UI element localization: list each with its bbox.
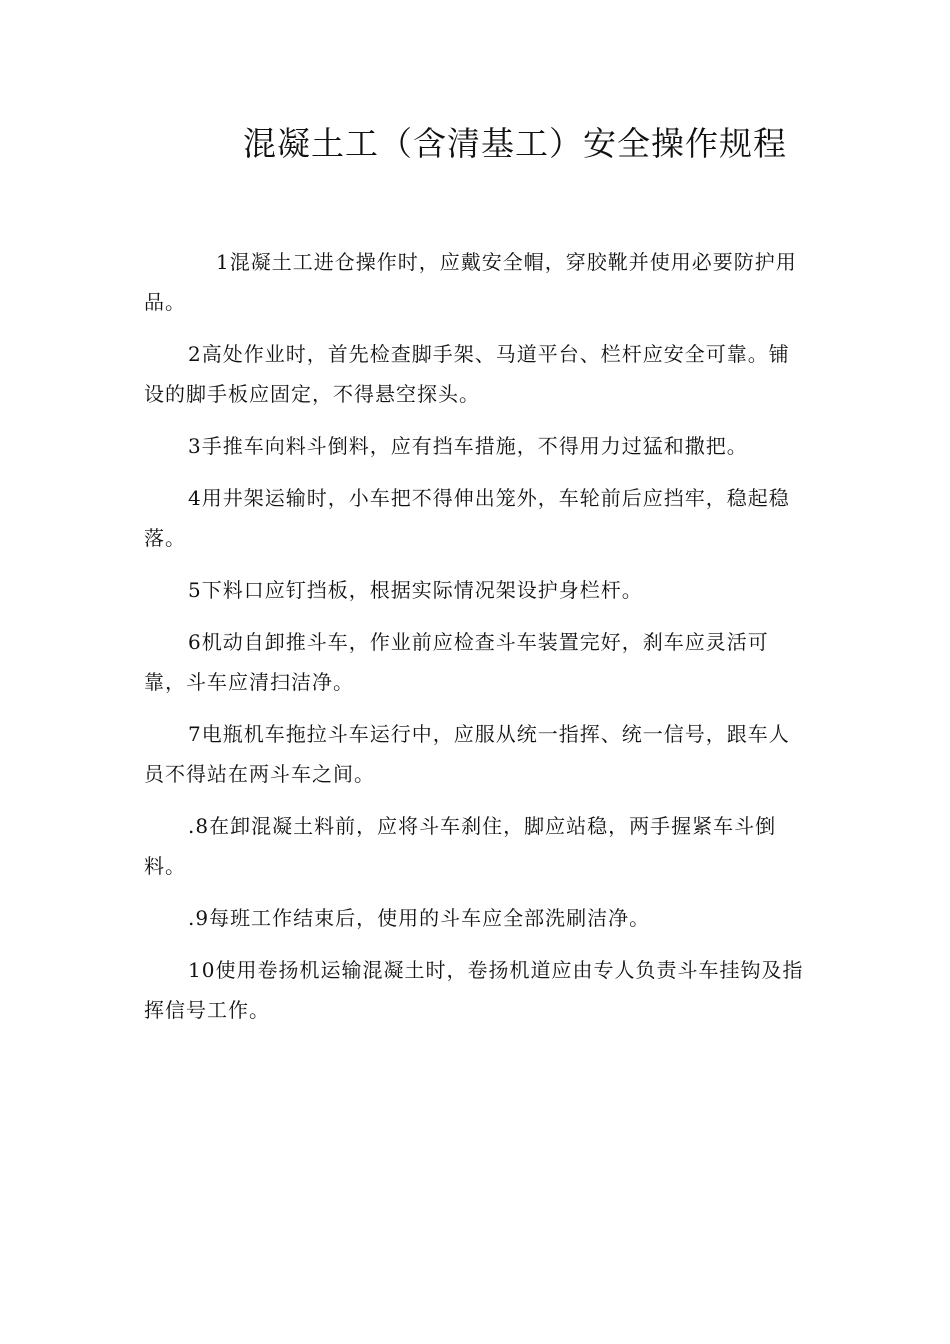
paragraph-2: 2高处作业时，首先检查脚手架、马道平台、栏杆应安全可靠。铺设的脚手板应固定，不得悬空探头。: [144, 342, 790, 406]
paragraph-10: 10使用卷扬机运输混凝土时，卷扬机道应由专人负责斗车挂钩及指挥信号工作。: [144, 958, 804, 1022]
paragraph-1: 1混凝土工进仓操作时，应戴安全帽，穿胶靴并使用必要防护用品。: [144, 250, 797, 314]
paragraph-4: 4用井架运输时，小车把不得伸出笼外，车轮前后应挡牢，稳起稳落。: [144, 486, 790, 550]
paragraph-5: 5下料口应钉挡板，根据实际情况架设护身栏杆。: [188, 578, 643, 602]
document-title: 混凝土工（含清基工）安全操作规程: [243, 124, 787, 163]
document-body: [144, 242, 806, 1042]
paragraph-7: 7电瓶机车拖拉斗车运行中，应服从统一指挥、统一信号，跟车人员不得站在两斗车之间。: [144, 722, 790, 786]
paragraph-8: .8在卸混凝土料前，应将斗车刹住，脚应站稳，两手握紧车斗倒料。: [144, 814, 777, 878]
paragraph-6: 6机动自卸推斗车，作业前应检查斗车装置完好，刹车应灵活可靠，斗车应清扫洁净。: [144, 630, 769, 694]
paragraph-9: .9每班工作结束后，使用的斗车应全部洗刷洁净。: [188, 906, 651, 930]
paragraph-3: 3手推车向料斗倒料，应有挡车措施，不得用力过猛和撒把。: [188, 434, 748, 458]
